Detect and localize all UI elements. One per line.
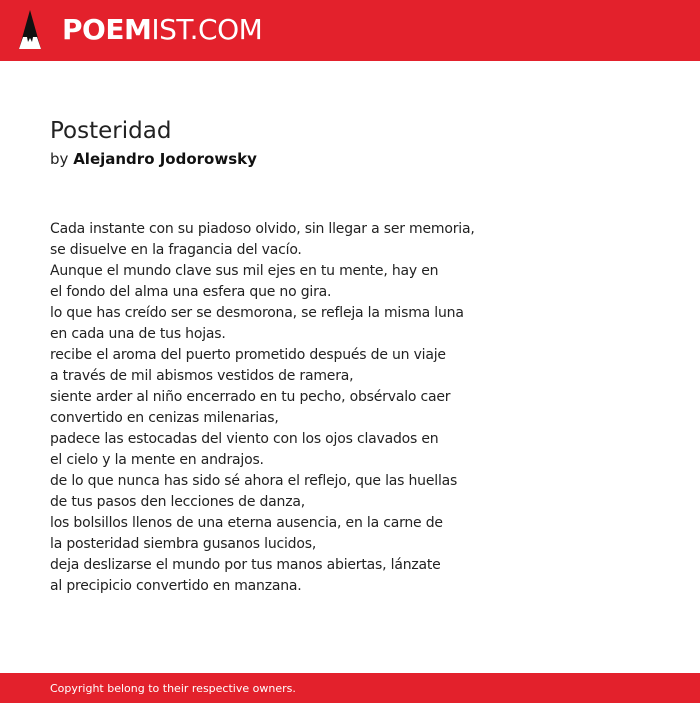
site-logo[interactable] [62,14,262,46]
poem-line: lo que has creído ser se desmorona, se refleja la misma luna [50,305,464,321]
logo-bold-text: POEM [62,13,152,46]
site-footer [0,673,700,703]
poem-line: convertido en cenizas milenarias, [50,410,279,426]
poem-line: padece las estocadas del viento con los ojos clavados en [50,431,439,447]
logo-light-text: IST.COM [151,13,263,46]
poem-line: al precipicio convertido en manzana. [50,578,302,594]
poem-line: de tus pasos den lecciones de danza, [50,494,305,510]
poem-author: Alejandro Jodorowsky [73,150,257,168]
poem-line: en cada una de tus hojas. [50,326,226,342]
poem-line: la posteridad siembra gusanos lucidos, [50,536,317,552]
by-label: by [50,150,69,168]
poem-line: deja deslizarse el mundo por tus manos abiertas, lánzate [50,557,441,573]
poem-line: Cada instante con su piadoso olvido, sin llegar a ser memoria, [50,221,475,237]
poem-line: los bolsillos llenos de una eterna ausencia, en la carne de [50,515,443,531]
pencil-icon[interactable] [18,9,42,51]
poem-line: recibe el aroma del puerto prometido después de un viaje [50,347,446,363]
poem-title: Posteridad [50,118,172,144]
poem-line: el cielo y la mente en andrajos. [50,452,264,468]
poem-line: Aunque el mundo clave sus mil ejes en tu mente, hay en [50,263,439,279]
poem-byline [50,150,257,168]
poem-line: el fondo del alma una esfera que no gira. [50,284,332,300]
poem-line: a través de mil abismos vestidos de ramera, [50,368,354,384]
poem-line: de lo que nunca has sido sé ahora el reflejo, que las huellas [50,473,458,489]
site-header [0,0,700,61]
poem-line: siente arder al niño encerrado en tu pecho, obsérvalo caer [50,389,451,405]
poem-body [50,219,670,597]
copyright-text: Copyright belong to their respective owners. [50,682,296,695]
poem-line: se disuelve en la fragancia del vacío. [50,242,302,258]
